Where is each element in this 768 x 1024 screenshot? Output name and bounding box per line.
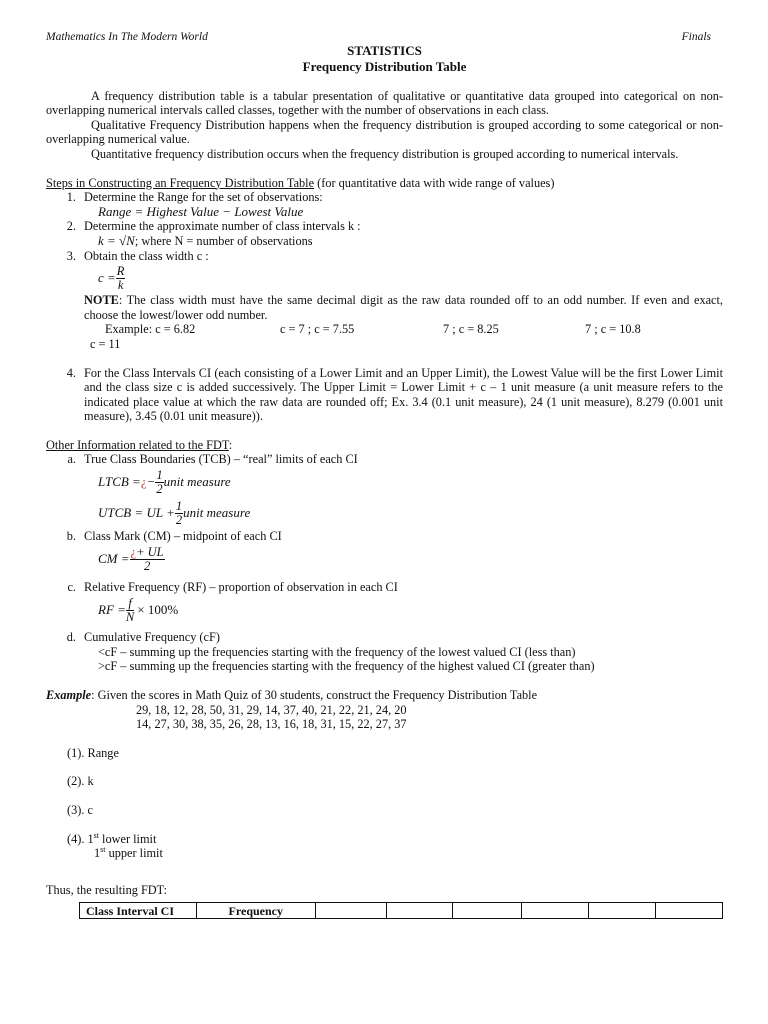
table-header-cell <box>656 903 723 919</box>
other-info-heading: Other Information related to the FDT <box>46 437 229 452</box>
k-formula-note: ; where N = number of observations <box>134 233 313 248</box>
item-b: b. Class Mark (CM) – midpoint of each CI CM = $\frac{¿+ UL}{2}$ <box>46 529 723 575</box>
example-data-row-1: 29, 18, 12, 28, 50, 31, 29, 14, 37, 40, 21, 22, 21, 24, 20 <box>136 702 407 717</box>
page-subtitle: Frequency Distribution Table <box>302 58 467 74</box>
greater-than-cf: >cF – summing up the frequencies starting with the frequency of the highest valued CI (greater than) <box>98 659 595 674</box>
step-number: 4. <box>66 365 76 380</box>
table-header-cell <box>315 903 386 919</box>
table-header-cell <box>522 903 589 919</box>
class-width-example-tail: c = 11 <box>90 336 121 351</box>
fdt-table <box>79 902 723 919</box>
intro-paragraph-3: Quantitative frequency distribution occurs when the frequency distribution is grouped according to numerical intervals. <box>91 146 679 161</box>
result-intro: Thus, the resulting FDT: <box>46 882 167 897</box>
question-lower-limit: (4). 1st lower limit <box>67 830 157 846</box>
step-text: Obtain the class width c : <box>84 248 209 263</box>
step-number: 1. <box>66 190 76 205</box>
table-header-cell <box>453 903 522 919</box>
question-range: (1). Range <box>67 745 119 760</box>
step-number: 2. <box>66 219 76 234</box>
question-upper-limit: 1st upper limit <box>94 845 163 861</box>
question-c: (3). c <box>67 803 93 817</box>
step-3 <box>46 249 723 323</box>
steps-heading-note: (for quantitative data with wide range of values) <box>317 175 555 190</box>
table-header-cell <box>386 903 453 919</box>
less-than-cf: <cF – summing up the frequencies starting with the frequency of the lowest valued CI (less than) <box>98 644 576 659</box>
step-2 <box>46 219 723 248</box>
class-width-examples: Example: c = 6.82 c = 7 ; c = 7.55 7 ; c = 8.25 7 ; c = 10.8 <box>105 322 641 337</box>
ltcb-formula: LTCB = ¿ − $\frac{1}{2}$ unit measure <box>98 468 231 497</box>
table-header-row <box>80 903 723 919</box>
intro-paragraph-2: Qualitative Frequency Distribution happens when the frequency distribution is grouped according to some categorical or non-overlapping numerical value. <box>46 117 723 147</box>
utcb-formula: UTCB = UL + $\frac{1}{2}$ unit measure <box>98 499 251 528</box>
k-formula: k = √N <box>98 232 135 248</box>
example-intro: Example: Given the scores in Math Quiz of 30 students, construct the Frequency Distribution Table <box>46 688 538 703</box>
steps-heading-line <box>46 176 723 191</box>
step-1 <box>46 190 723 219</box>
cm-formula: CM = $\frac{¿+ UL}{2}$ <box>98 544 164 573</box>
class-width-note: NOTE: The class width must have the same decimal digit as the raw data rounded off to an odd number. If even and exact, choose the lowest/lower odd number. <box>84 293 723 322</box>
question-k: (2). k <box>67 774 94 789</box>
step-4 <box>46 366 723 424</box>
c-formula: c = $\frac{R}{k}$ <box>98 263 125 292</box>
item-c: c. Relative Frequency (RF) – proportion of observation in each CI RF = $\frac{f}{N}$ × 100% <box>46 580 723 628</box>
item-d: d. Cumulative Frequency (cF) <cF – summing up the frequencies starting with the frequency of the lowest valued CI (less than) >cF – summing up the frequencies starting with the frequency of the highest valued CI (greater than) <box>46 630 723 674</box>
other-info-heading-line: Other Information related to the FDT: <box>46 437 233 452</box>
table-header-cell: Class Interval CI <box>80 903 197 919</box>
table-header-cell <box>589 903 656 919</box>
step-number: 3. <box>66 248 76 263</box>
course-name: Mathematics In The Modern World <box>46 31 208 43</box>
step-text: Determine the approximate number of class intervals k : <box>84 219 361 234</box>
range-formula: Range = Highest Value − Lowest Value <box>98 203 304 219</box>
table-header-cell: Frequency <box>196 903 315 919</box>
term-label: Finals <box>681 31 711 43</box>
page-title: STATISTICS <box>347 42 422 58</box>
step-text: For the Class Intervals CI (each consisting of a Lower Limit and an Upper Limit), the Lowest Value will be the first Lower Limit and the class size c is added successively. The Upper Limit = Lower Limit + c – 1 unit measure (a unit measure refers to the indicated place value at which the raw data are rounded off; Ex. 3.4 (0.1 unit measure), 24 (1 unit measure), 8.279 (0.001 unit measure), 3.45 (0.01 unit measure)). <box>84 365 723 424</box>
example-data-row-2: 14, 27, 30, 38, 35, 26, 28, 13, 16, 18, 31, 15, 22, 27, 37 <box>136 717 407 732</box>
step-text: Determine the Range for the set of observations: <box>84 190 323 205</box>
item-a: a. True Class Boundaries (TCB) – “real” limits of each CI LTCB = ¿ − $\frac{1}{2}$ unit measure UTCB = UL + $\frac{1}{2}$ unit measure <box>46 452 723 529</box>
rf-formula: RF = $\frac{f}{N}$ × 100% <box>98 596 179 625</box>
steps-heading: Steps in Constructing an Frequency Distribution Table <box>46 175 315 190</box>
document-page <box>46 30 723 919</box>
intro-paragraph-1: A frequency distribution table is a tabular presentation of qualitative or quantitative data grouped into categorical on non-overlapping numerical intervals called classes, together with the number of observations in each class. <box>46 88 723 118</box>
